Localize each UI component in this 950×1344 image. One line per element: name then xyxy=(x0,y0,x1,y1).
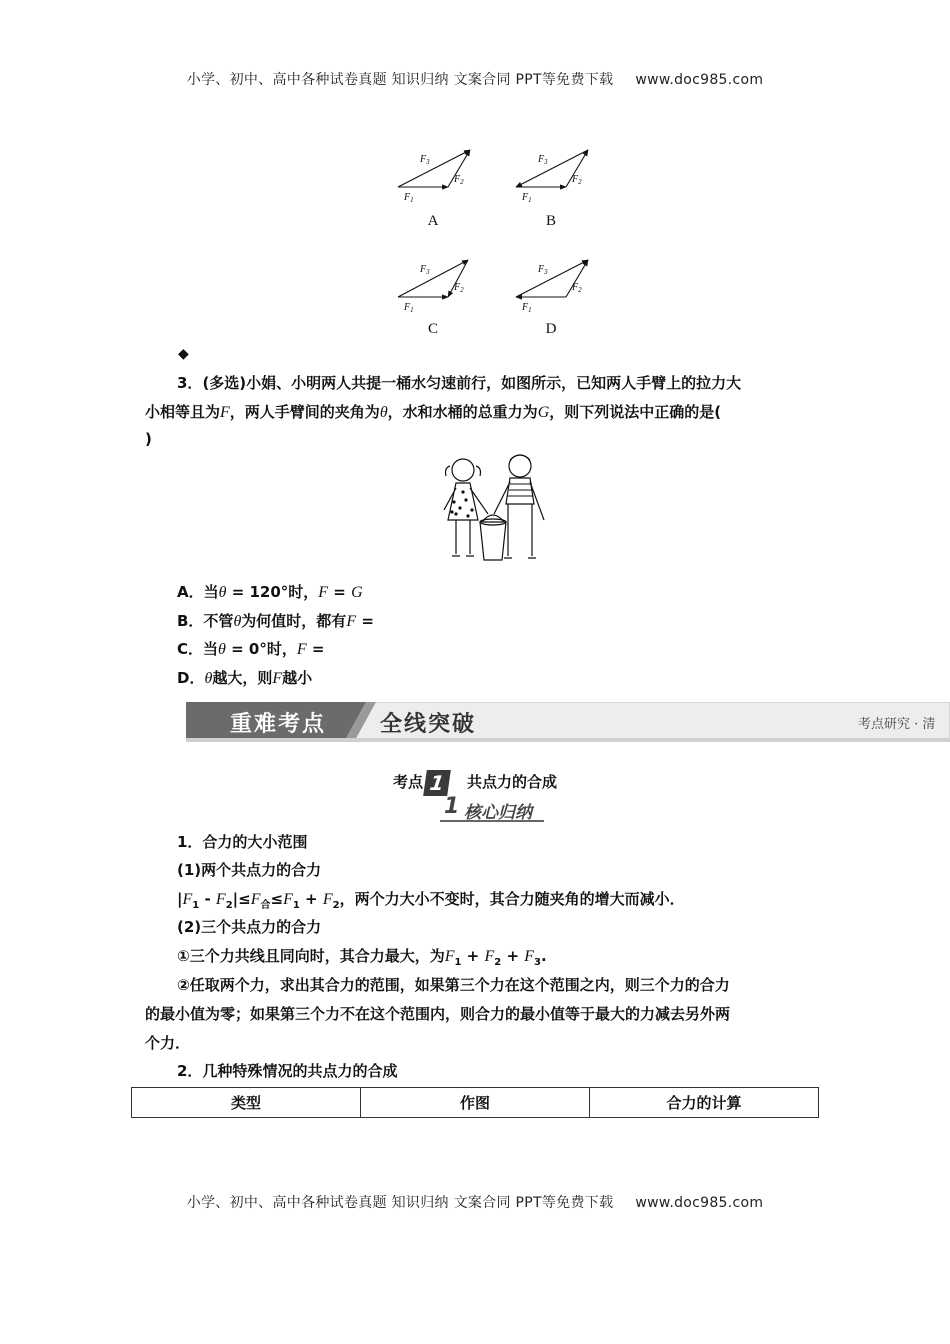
label-f2-b: $F_2$ xyxy=(572,174,582,186)
option-c[interactable]: C．当θ = 0°时，F = xyxy=(177,640,325,658)
topic-heading: 考点 1 共点力的合成 xyxy=(392,770,558,795)
section-1-sub1: (1)两个共点力的合力 xyxy=(177,861,322,879)
label-f2-d: $F_2$ xyxy=(572,282,582,294)
banner-right-text: 全线突破 xyxy=(380,712,477,737)
topic-number-badge: 1 xyxy=(423,770,451,796)
label-f1-d: $F_1$ xyxy=(522,302,532,314)
section-1-point2-line3: 个力． xyxy=(145,1034,191,1052)
section-2-title: 2．几种特殊情况的共点力的合成 xyxy=(177,1062,398,1080)
banner-side-text: 考点研究 · 清 xyxy=(858,717,936,732)
option-label-b: B xyxy=(545,213,557,229)
label-f2-a: $F_2$ xyxy=(454,174,464,186)
page-header xyxy=(0,69,950,89)
question-3-line3: ) xyxy=(145,430,152,448)
label-f3-a: $F_3$ xyxy=(420,154,430,166)
table-header-row xyxy=(132,1088,819,1118)
question-3-stem: 3．(多选)小娟、小明两人共提一桶水匀速前行，如图所示，已知两人手臂上的拉力大 xyxy=(177,374,742,392)
label-f3-d: $F_3$ xyxy=(538,264,548,276)
table-header-diagram: 作图 xyxy=(361,1088,590,1118)
option-b[interactable]: B．不管θ为何值时，都有F = xyxy=(177,612,374,630)
label-f1-b: $F_1$ xyxy=(522,192,532,204)
section-1-point2-line1: ②任取两个力，求出其合力的范围，如果第三个力在这个范围之内，则三个力的合力 xyxy=(177,976,730,994)
label-f1-c: $F_1$ xyxy=(404,302,414,314)
banner-left-text: 重难考点 xyxy=(230,712,327,737)
question-3-line2: 小相等且为F，两人手臂间的夹角为θ，水和水桶的总重力为G，则下列说法中正确的是( xyxy=(145,403,722,421)
section-1-point2-line2: 的最小值为零；如果第三个力不在这个范围内，则合力的最小值等于最大的力减去另外两 xyxy=(145,1005,731,1023)
label-f1-a: $F_1$ xyxy=(404,192,414,204)
diamond-marker: ◆ xyxy=(178,346,189,362)
header-url[interactable]: www.doc985.com xyxy=(635,72,764,88)
label-f2-c: $F_2$ xyxy=(454,282,464,294)
section-1-point1: ①三个力共线且同向时，其合力最大，为$F_1 + F_2 + F_3$. xyxy=(177,947,547,968)
footer-text: 小学、初中、高中各种试卷真题 知识归纳 文案合同 PPT等免费下载 xyxy=(186,1195,614,1211)
option-d[interactable]: D．θ越大，则F越小 xyxy=(177,669,313,687)
label-f3-b: $F_3$ xyxy=(538,154,548,166)
force-triangle-figure xyxy=(390,140,600,340)
option-label-a: A xyxy=(427,213,439,229)
option-label-c: C xyxy=(427,321,439,337)
table-header-type: 类型 xyxy=(132,1088,361,1118)
footer-url[interactable]: www.doc985.com xyxy=(635,1195,764,1211)
label-f3-c: $F_3$ xyxy=(420,264,430,276)
composition-table xyxy=(131,1087,819,1118)
two-children-carrying-bucket-illustration xyxy=(428,452,556,570)
section-banner xyxy=(186,702,950,742)
header-text: 小学、初中、高中各种试卷真题 知识归纳 文案合同 PPT等免费下载 xyxy=(186,72,614,88)
section-1-sub2: (2)三个共点力的合力 xyxy=(177,918,322,936)
core-summary-tag: 1 核心归纳 xyxy=(440,796,544,822)
option-label-d: D xyxy=(545,321,557,337)
question-tag: (多选) xyxy=(202,374,247,392)
section-1-formula: $|F_1 - F_2|\le F_合\le F_1 + F_2$，两个力大小不变时，其合力随夹角的增大而减小． xyxy=(177,890,685,911)
option-a[interactable]: A．当θ = 120°时，F = G xyxy=(177,583,363,601)
page-footer xyxy=(0,1192,950,1212)
table-header-calculation: 合力的计算 xyxy=(590,1088,819,1118)
section-1-title: 1．合力的大小范围 xyxy=(177,833,308,851)
question-number: 3． xyxy=(177,374,203,392)
